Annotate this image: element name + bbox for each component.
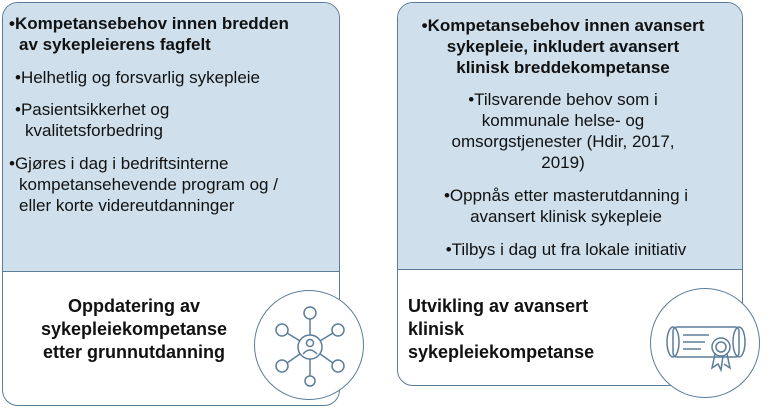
left-bullet-2-line-2: kvalitetsforbedring — [25, 121, 163, 140]
left-bullet-1: •Helhetlig og forsvarlig sykepleie — [15, 68, 261, 87]
left-note-line-3: eller korte videreutdanninger — [19, 196, 235, 215]
left-heading-line-1: •Kompetansebehov innen bredden — [9, 14, 289, 33]
right-title-line-2: klinisk — [408, 319, 465, 339]
right-bullet-1-line-4: 2019) — [541, 153, 585, 172]
left-note-line-1: •Gjøres i dag i bedriftsinterne — [9, 154, 229, 173]
right-bullet-1-line-1: •Tilsvarende behov som i — [468, 90, 658, 109]
left-note-line-2: kompetansehevende program og / — [19, 175, 278, 194]
right-title-line-3: sykepleiekompetanse — [408, 342, 595, 362]
right-bullet-2-line-1: •Oppnås etter masterutdanning i — [443, 186, 689, 205]
card-divider — [398, 269, 742, 270]
right-heading-line-2: sykepleie, inkludert avansert — [446, 37, 680, 56]
right-bullet-1-line-2: kommunale helse- og — [481, 111, 645, 130]
right-bullet-2-line-2: avansert klinisk sykepleie — [470, 207, 662, 226]
left-title-line-1: Oppdatering av — [67, 296, 201, 316]
network-person-icon — [254, 290, 364, 400]
right-bullet-3: •Tilbys i dag ut fra lokale initiativ — [445, 240, 687, 259]
diploma-certificate-icon — [650, 288, 760, 398]
left-title-line-3: etter grunnutdanning — [43, 342, 225, 362]
card-divider — [3, 271, 339, 272]
left-bullet-2-line-1: •Pasientsikkerhet og — [15, 100, 170, 119]
right-heading-line-1: •Kompetansebehov innen avansert — [421, 16, 705, 35]
right-heading-line-3: klinisk breddekompetanse — [456, 58, 670, 77]
left-heading-line-2: av sykepleierens fagfelt — [19, 35, 211, 54]
right-bullet-1-line-3: omsorgstjenester (Hdir, 2017, — [451, 132, 675, 151]
left-title-line-2: sykepleiekompetanse — [40, 319, 228, 339]
right-title-line-1: Utvikling av avansert — [408, 296, 589, 316]
